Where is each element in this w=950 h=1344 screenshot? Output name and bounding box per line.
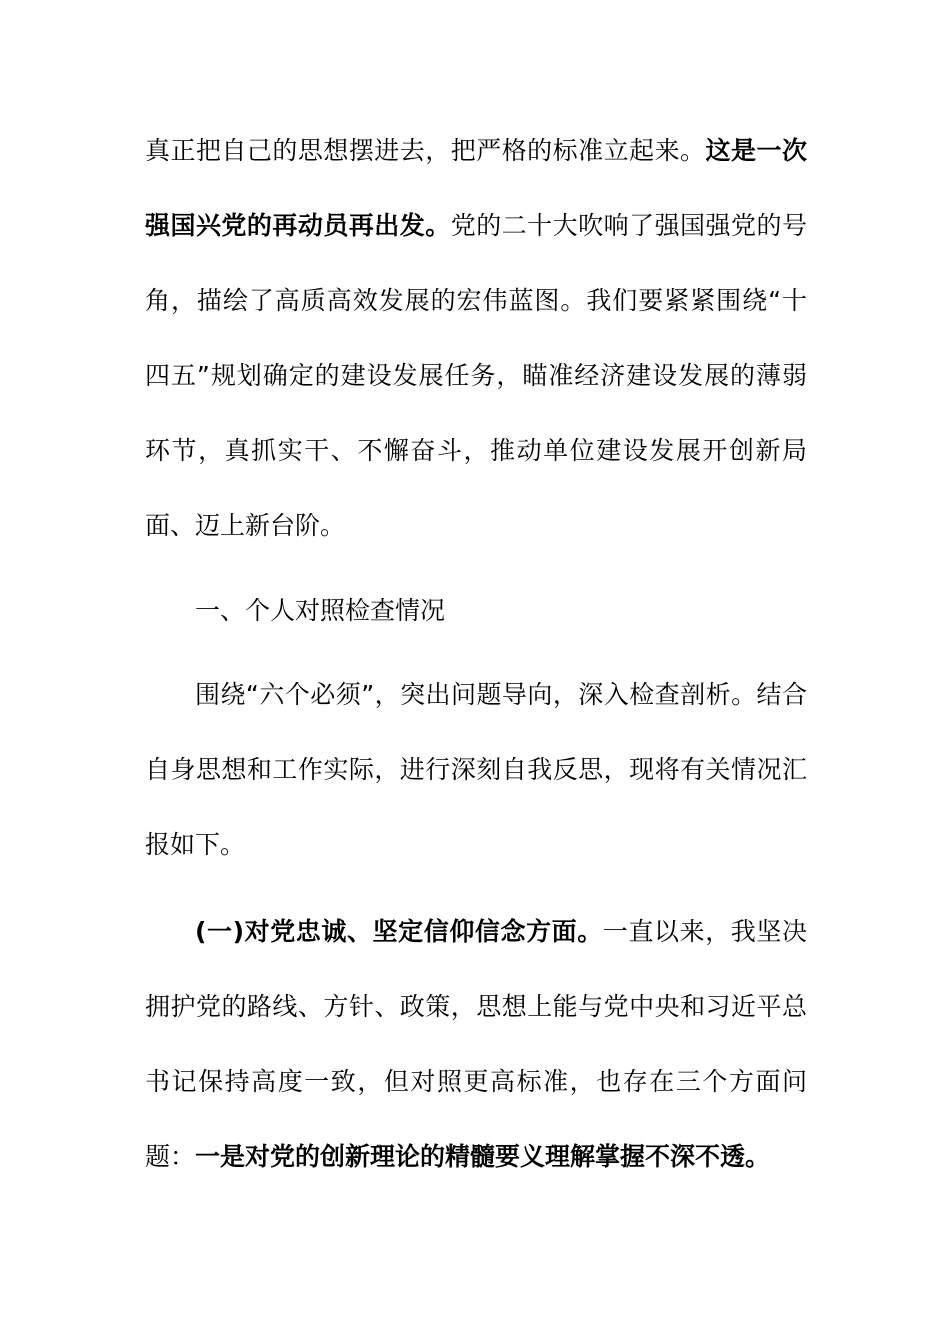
document-page — [145, 113, 807, 1194]
paragraph-overview: 围绕“六个必须”，突出问题导向，深入检查剖析。结合自身思想和工作实际，进行深刻自我反思，现将有关情况汇报如下。 — [145, 680, 807, 859]
intro-bold-statement: 这是一次强国兴党的再动员再出发。 — [145, 136, 807, 240]
section-heading-1: 一、个人对照检查情况 — [195, 596, 446, 625]
intro-text-2: 党的二十大吹响了强国强党的号角，描绘了高质高效发展的宏伟蓝图。我们要紧紧围绕“十四五”规划确定的建设发展任务，瞄准经济建设发展的薄弱环节，真抓实干、不懈奋斗，推动单位建设发展开创新局面、迈上新台阶。 — [145, 211, 807, 540]
paragraph-intro — [145, 113, 807, 563]
intro-text-1: 真正把自己的思想摆进去，把严格的标准立起来。 — [145, 136, 706, 165]
loyalty-text: 一直以来，我坚决拥护党的路线、方针、政策，思想上能与党中央和习近平总书记保持高度一致，但对照更高标准，也存在三个方面问题： — [145, 917, 807, 1171]
problem-one-bold: 一是对党的创新理论的精髓要义理解掌握不深不透。 — [195, 1142, 771, 1171]
subsection-title: (一)对党忠诚、坚定信仰信念方面。 — [195, 917, 603, 946]
paragraph-loyalty — [145, 894, 807, 1194]
